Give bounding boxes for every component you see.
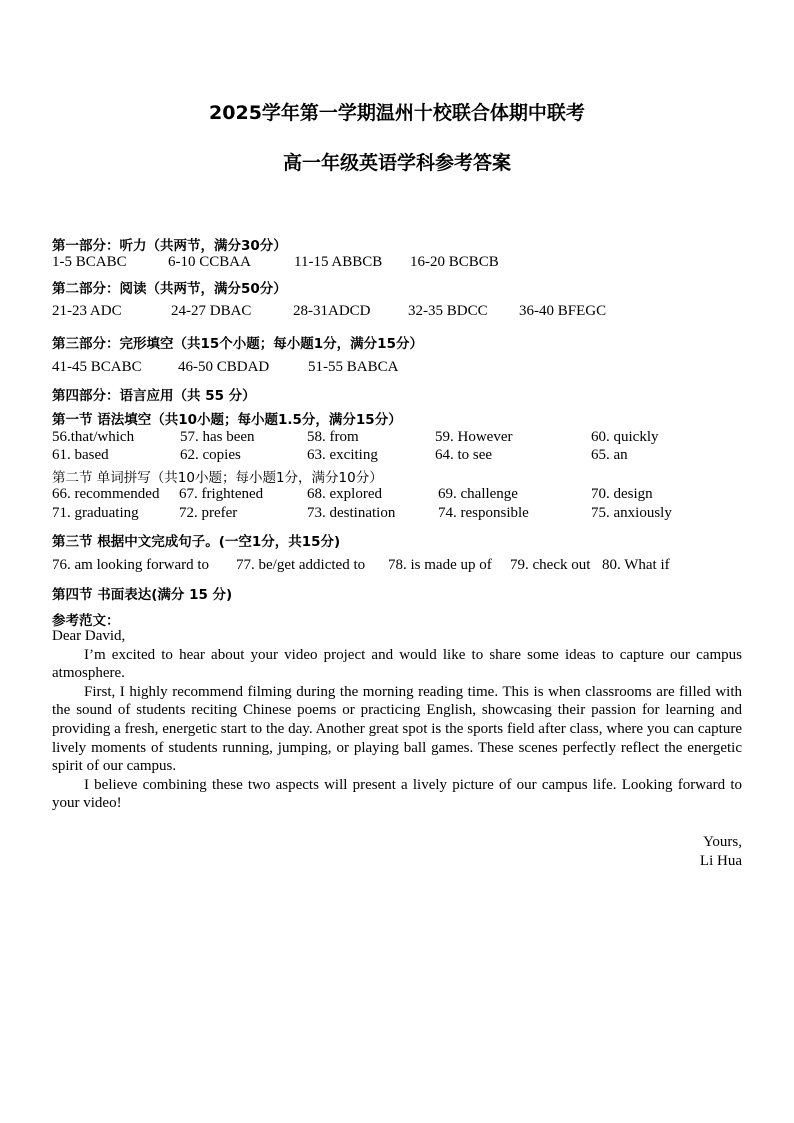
- letter-signoff: [700, 833, 742, 870]
- part1-heading: 第一部分：听力（共两节，满分30分）: [52, 238, 287, 254]
- answer-item: 79. check out: [510, 557, 591, 573]
- answer-group: 41-45 BCABC: [52, 359, 142, 375]
- answer-item: 66. recommended: [52, 486, 160, 502]
- letter-signature: Li Hua: [699, 852, 742, 869]
- answer-item: 74. responsible: [438, 505, 529, 521]
- page-title: 2025学年第一学期温州十校联合体期中联考: [209, 102, 585, 124]
- answer-group: 11-15 ABBCB: [294, 254, 383, 270]
- answer-item: 58. from: [307, 429, 359, 445]
- answer-item: 62. copies: [180, 447, 241, 463]
- answer-item: 75. anxiously: [591, 505, 672, 521]
- part2-heading: 第二部分：阅读（共两节，满分50分）: [52, 281, 287, 297]
- answer-item: 77. be/get addicted to: [236, 557, 366, 573]
- answer-item: 60. quickly: [591, 429, 659, 445]
- answer-group: 32-35 BDCC: [408, 303, 488, 319]
- answer-item: 57. has been: [180, 429, 255, 445]
- answer-item: 67. frightened: [179, 486, 264, 502]
- letter-greeting: Dear David,: [52, 628, 126, 644]
- answer-item: 68. explored: [307, 486, 382, 502]
- answer-item: 78. is made up of: [388, 557, 492, 573]
- answer-item: 76. am looking forward to: [52, 557, 210, 573]
- answer-item: 63. exciting: [307, 447, 378, 463]
- part4-heading: 第四部分：语言应用（共 55 分）: [52, 388, 256, 404]
- section2-heading: 第二节 单词拼写（共10小题；每小题1分，满分10分）: [52, 470, 383, 486]
- answer-item: 80. What if: [602, 557, 670, 573]
- sample-label: 参考范文：: [52, 613, 120, 629]
- answer-item: 72. prefer: [179, 505, 238, 521]
- answer-group: 6-10 CCBAA: [168, 254, 251, 270]
- answer-item: 65. an: [591, 447, 628, 463]
- letter-closing: Yours,: [703, 834, 742, 850]
- section3-heading: 第三节 根据中文完成句子。(一空1分，共15分): [52, 534, 341, 550]
- sample-letter: [52, 627, 742, 813]
- answer-group: 24-27 DBAC: [171, 303, 252, 319]
- letter-paragraph: I believe combining these two aspects will present a lively picture of our campus life. Looking forward to your video!: [52, 776, 742, 812]
- answer-item: 73. destination: [307, 505, 396, 521]
- answer-group: 16-20 BCBCB: [410, 254, 499, 270]
- answer-item: 64. to see: [435, 447, 493, 463]
- letter-paragraph: First, I highly recommend filming during the morning reading time. This is when classrooms are filled with the sound of students reciting Chinese poems or practicing English, showcasing their passion for learning and providing a fresh, energetic start to the day. Another great spot is the sports field after class, where you can capture lively moments of students running, jumping, or playing ball games. These scenes perfectly reflect the energetic spirit of our campus.: [52, 683, 742, 775]
- answer-group: 28-31ADCD: [293, 303, 371, 319]
- section4-heading: 第四节 书面表达(满分 15 分): [52, 587, 233, 603]
- answer-group: 21-23 ADC: [52, 303, 122, 319]
- answer-item: 71. graduating: [52, 505, 139, 521]
- answer-group: 36-40 BFEGC: [519, 303, 607, 319]
- answer-group: 1-5 BCABC: [52, 254, 127, 270]
- answer-group: 51-55 BABCA: [308, 359, 399, 375]
- answer-item: 59. However: [435, 429, 513, 445]
- answer-group: 46-50 CBDAD: [178, 359, 270, 375]
- letter-paragraph: I’m excited to hear about your video project and would like to share some ideas to capture our campus atmosphere.: [52, 646, 742, 682]
- answer-item: 56.that/which: [52, 429, 135, 445]
- section1-heading: 第一节 语法填空（共10小题；每小题1.5分，满分15分）: [52, 412, 402, 428]
- part3-heading: 第三部分：完形填空（共15个小题；每小题1分，满分15分）: [52, 336, 423, 352]
- page-subtitle: 高一年级英语学科参考答案: [282, 152, 511, 174]
- answer-item: 70. design: [591, 486, 653, 502]
- answer-item: 61. based: [52, 447, 109, 463]
- answer-item: 69. challenge: [438, 486, 518, 502]
